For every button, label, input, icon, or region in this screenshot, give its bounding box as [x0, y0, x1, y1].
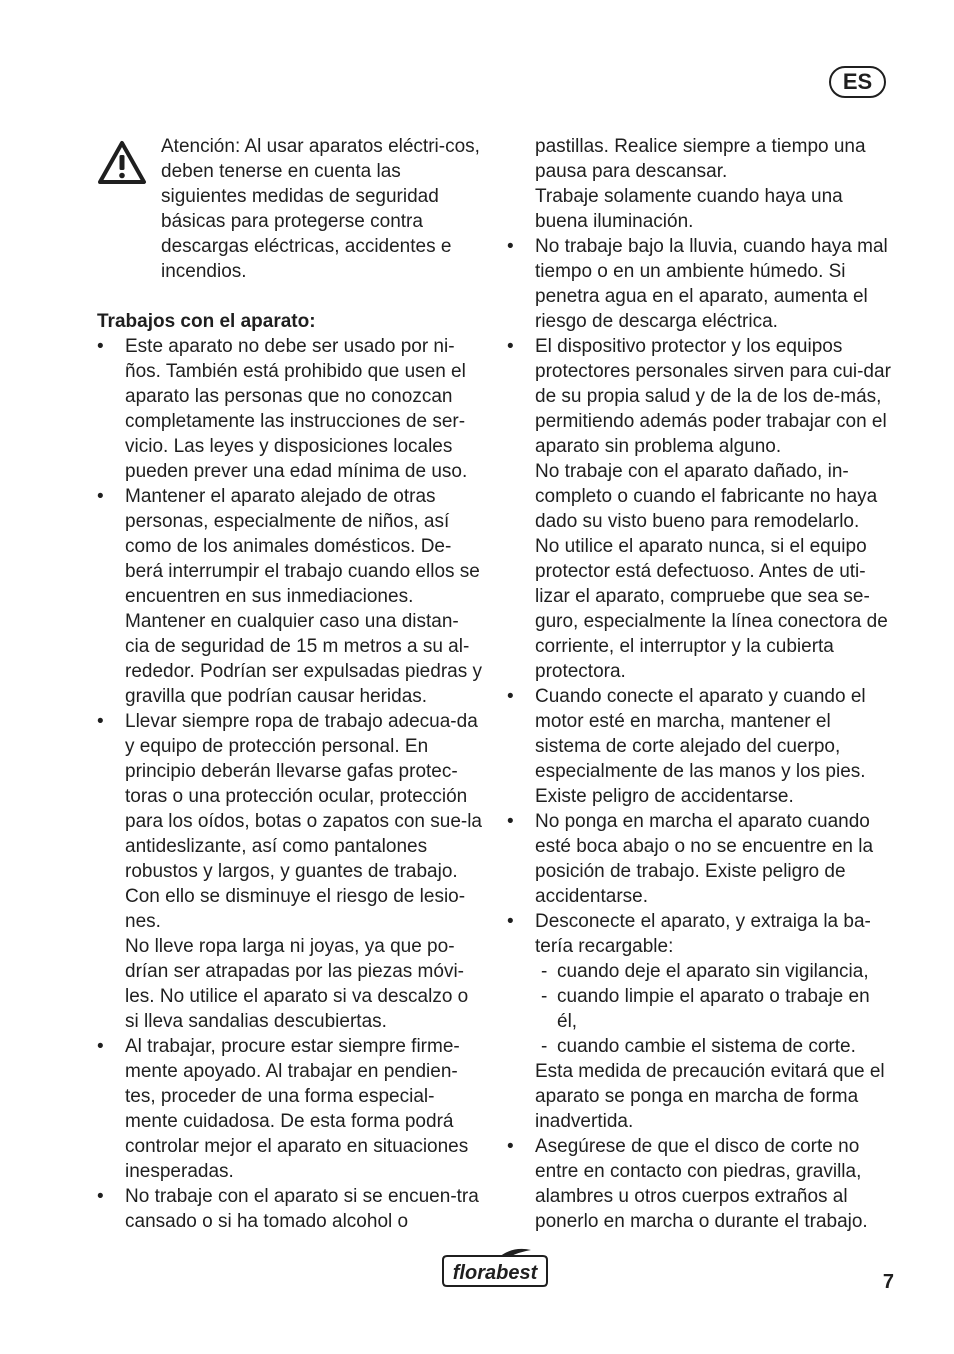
language-badge: ES — [829, 66, 886, 98]
continuation-text: Trabaje solamente cuando haya una buena iluminación. — [535, 186, 843, 232]
page-number: 7 — [882, 1271, 894, 1293]
list-item-text: • El dispositivo protector y los equipos protectores personales sirven para cui-dar de su propia salud y de la de los de-más, permitiendo además poder trabajar con el aparato sin problema alguno. — [535, 336, 891, 457]
list-item — [507, 1134, 892, 1234]
logo-text: florabest — [452, 1262, 538, 1284]
list-item — [97, 484, 482, 709]
list-item — [507, 909, 892, 1134]
dash-item: - cuando deje el aparato sin vigilancia, — [541, 959, 892, 984]
dash-item: - cuando limpie el aparato o trabaje en él, — [541, 984, 892, 1034]
florabest-logo — [439, 1248, 551, 1288]
list-item-text: • Cuando conecte el aparato y cuando el motor esté en marcha, mantener el sistema de corte alejado del cuerpo, especialmente de las manos y los pies. Existe peligro de accidentarse. — [535, 686, 866, 807]
list-item — [97, 709, 482, 1034]
list-item — [97, 1184, 482, 1234]
continuation-text: pastillas. Realice siempre a tiempo una pausa para descansar. — [535, 136, 866, 182]
list-item — [507, 334, 892, 684]
list-item — [507, 684, 892, 809]
list-item-text: • Mantener el aparato alejado de otras personas, especialmente de niños, así como de los animales domésticos. De-berá interrumpir el trabajo cuando ellos se encuentren en sus inmediaciones. Mantener en cualquier caso una distan-cia de seguridad de 15 m metros a su al-rededor. Podrían ser expulsadas piedras y gravilla que podrían causar heridas. — [125, 486, 482, 707]
list-item-text: No utilice el aparato nunca, si el equipo protector está defectuoso. Antes de uti-lizar el aparato, compruebe que sea se-guro, especialmente la línea conectora de corriente, el interruptor y la cubierta protectora. — [535, 536, 888, 682]
warning-text: Atención: Al usar aparatos eléctri-cos, deben tenerse en cuenta las siguientes medidas de seguridad básicas para protegerse contra descargas eléctricas, accidentes e incendios. — [161, 136, 480, 282]
list-item-text: • No trabaje bajo la lluvia, cuando haya mal tiempo o en un ambiente húmedo. Si penetra agua en el aparato, aumenta el riesgo de descarga eléctrica. — [535, 236, 888, 332]
section-heading: Trabajos con el aparato: — [97, 311, 316, 332]
list-item-text: • Al trabajar, procure estar siempre firme-mente apoyado. Al trabajar en pendien-tes, proceder de una forma especial-mente cuidadosa. De esta forma podrá controlar mejor el aparato en situaciones inesperadas. — [125, 1036, 469, 1182]
dash-item: - cuando cambie el sistema de corte. — [541, 1034, 892, 1059]
right-bullet-list — [507, 234, 892, 1234]
list-item-text: Esta medida de precaución evitará que el aparato se ponga en marcha de forma inadvertida. — [535, 1061, 885, 1132]
list-item-text: • Asegúrese de que el disco de corte no entre en contacto con piedras, gravilla, alambres u otros cuerpos extraños al ponerlo en marcha o durante el trabajo. — [535, 1136, 868, 1232]
warning-triangle-icon — [97, 140, 147, 186]
list-item — [97, 1034, 482, 1184]
list-item-text: • Desconecte el aparato, y extraiga la ba-tería recargable: — [535, 911, 871, 957]
list-item-text: No lleve ropa larga ni joyas, ya que po-drían ser atrapadas por las piezas móvi-les. No utilice el aparato si va descalzo o si lleva sandalias descubiertas. — [125, 936, 469, 1032]
right-column — [507, 134, 892, 1234]
left-bullet-list — [97, 334, 482, 1234]
left-column — [97, 134, 482, 1234]
list-item-text: • No trabaje con el aparato si se encuen-tra cansado o si ha tomado alcohol o — [125, 1186, 479, 1232]
list-item-text: • Este aparato no debe ser usado por ni-ños. También está prohibido que usen el aparato las personas que no conozcan completamente las instrucciones de ser-vicio. Las leyes y disposiciones locales pueden prever una edad mínima de uso. — [125, 336, 468, 482]
dash-list — [535, 959, 892, 1059]
list-item-text: • Llevar siempre ropa de trabajo adecua-da y equipo de protección personal. En principio deberán llevarse gafas protec-toras o una protección ocular, protección para los oídos, botas o zapatos con sue-la antideslizante, así como pantalones robustos y largos, y guantes de trabajo. Con ello se disminuye el riesgo de lesio-nes. — [125, 711, 483, 932]
warning-block — [97, 134, 482, 284]
list-item-text: • No ponga en marcha el aparato cuando esté boca abajo o no se encuentre en la posición de trabajo. Existe peligro de accidentarse. — [535, 811, 874, 907]
list-item — [507, 234, 892, 334]
list-item — [97, 334, 482, 484]
continuation-block — [507, 134, 892, 234]
list-item — [507, 809, 892, 909]
list-item-text: No trabaje con el aparato dañado, in-completo o cuando el fabricante no haya dado su visto bueno para remodelarlo. — [535, 461, 878, 532]
